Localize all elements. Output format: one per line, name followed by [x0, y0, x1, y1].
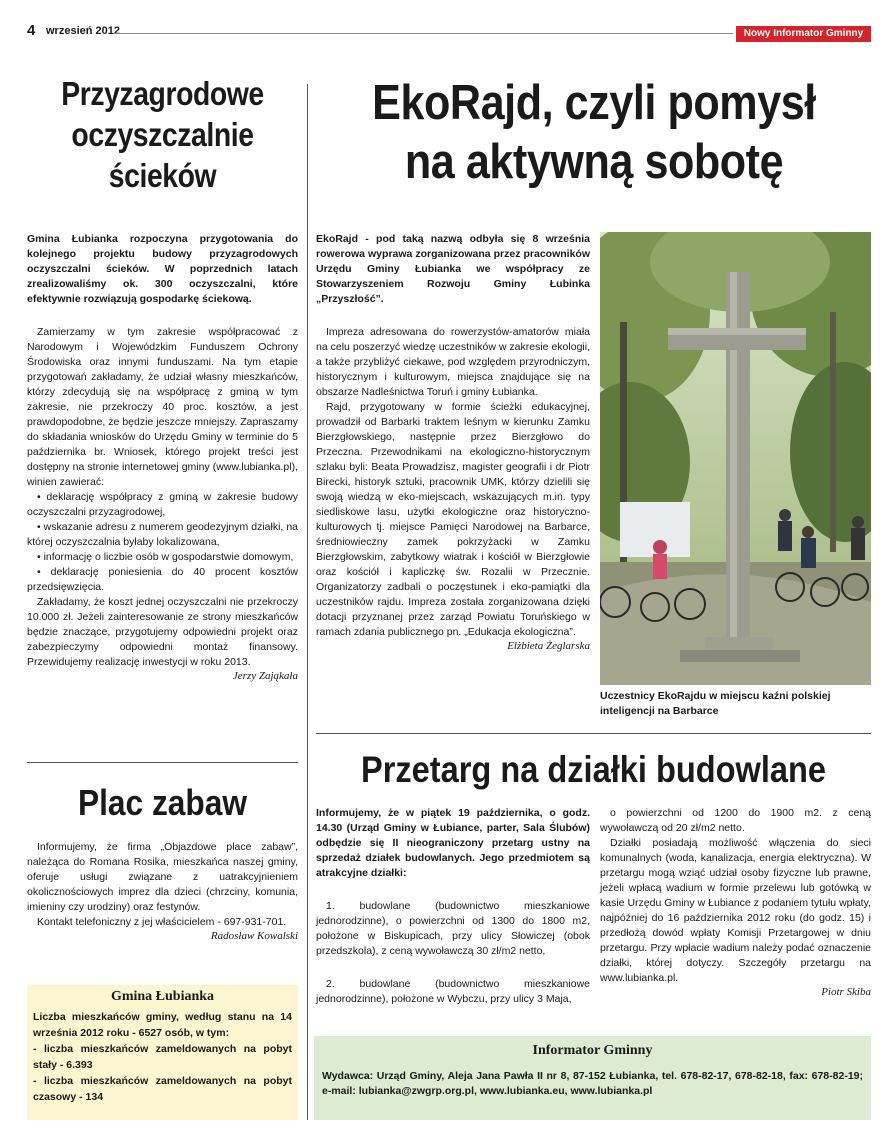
paragraph: Impreza adresowana do rowerzystów-amatorów miała na celu poszerzyć wiedzę uczestników w zakresie ekologii, a także przybliżyć ciekawe, pod względem przyrodniczym, historycznym i kulturowym, miejsca znajdujące się na obszarze Nadleśnictwa Toruń i gminy Łubianka.	[316, 326, 590, 398]
header-rule	[113, 33, 733, 34]
box-line: - liczba mieszkańców zameldowanych na pobyt czasowy - 134	[33, 1075, 292, 1103]
paragraph: Rajd, przygotowany w formie ścieżki edukacyjnej, prowadził od Barbarki traktem leśnym w kierunku Zamku Bierzgłowskiego, następnie przez Bierzgłowo do Przeczna. Przewodnikami na ekologiczno-historycznym szlaku byli: Beata Prowadzisz, magister geografii i dr Piotr Birecki, historyk sztuki, pracownik UMK, którzy dzielili się swoją wiedzą w eko-miejscach, wskazujących m.in. typy siedliskowe lasu, użytki ekologiczne oraz historyczno-kulturowych tj. miejsce Pamięci Narodowej na Barbarce, średniowieczny zamek pokrzyżacki w Zamku Bierzgłowskim, zabytkowy wiatrak i kościół w Bierzgłowie oraz kościół i kapliczkę św. Rozalii w Przecznie. Organizatorzy zadbali o poczęstunek i eko-pamiątki dla uczestników rajdu. Impreza została zorganizowana dzięki dotacji przyznanej przez zarząd Powiatu Toruńskiego w ramach zdania publicznego pn. „Edukacja ekologiczna”.	[316, 401, 590, 638]
article-oczyszczalnie	[27, 232, 298, 682]
cross-in-forest-photo	[600, 232, 871, 685]
left-section-divider	[27, 762, 298, 763]
paragraph: o powierzchni od 1200 do 1900 m2. z ceną wywoławczą od 20 zł/m2 netto.	[600, 807, 871, 834]
box-line: - liczba mieszkańców zameldowanych na pobyt stały - 6.393	[33, 1043, 292, 1071]
article-body	[27, 325, 298, 670]
article-title-plac-zabaw: Plac zabaw	[77, 782, 248, 823]
photo-illustration	[600, 232, 871, 685]
list-item: 2. budowlane (budownictwo mieszkaniowe jednorodzinne), położone w Wybczu, przy ulicy 3 Maja,	[316, 978, 590, 1005]
issue-date: wrzesień 2012	[46, 25, 120, 37]
author-signature: Piotr Skiba	[821, 986, 871, 998]
bullet-item: • informację o liczbie osób w gospodarstwie domowym,	[37, 551, 294, 563]
brand-badge: Nowy Informator Gminny	[736, 26, 871, 42]
article-body	[27, 840, 298, 930]
paragraph: Kontakt telefoniczny z jej właścicielem - 697-931-701.	[37, 916, 287, 928]
bullet-item: • deklarację poniesienia do 40 procent kosztów przedsięwzięcia.	[27, 566, 298, 593]
photo-caption: Uczestnicy EkoRajdu w miejscu kaźni polskiej inteligencji na Barbarce	[600, 690, 831, 717]
article-przetarg-col1	[316, 806, 590, 1025]
article-body	[316, 325, 590, 640]
right-section-divider	[316, 733, 871, 734]
article-lead: Informujemy, że w piątek 19 października, o godz. 14.30 (Urząd Gminy w Łubiance, parter, Sala Ślubów) odbędzie się II nieograniczony przetarg ustny na sprzedaż działek budowlanych. Jego przedmiotem są atrakcyjne działki:	[316, 807, 590, 879]
article-title-oczyszczalnie: Przyzagrodowe oczyszczalnie ścieków	[61, 75, 264, 194]
paragraph: Zakładamy, że koszt jednej oczyszczalni nie przekroczy 10.000 zł. Jeżeli zainteresowanie ze strony mieszkańców będzie znaczące, przygotujemy odpowiedni projekt oraz zabezpieczymy odpowiedni montaż finansowy. Przewidujemy realizację inwestycji w roku 2013.	[27, 596, 298, 668]
author-signature: Jerzy Zająkała	[232, 670, 298, 682]
page-header	[0, 0, 884, 44]
article-title-ekorajd: EkoRajd, czyli pomysł na aktywną sobotę	[372, 76, 816, 189]
article-lead: EkoRajd - pod taką nazwą odbyła się 8 września rowerowa wyprawa zorganizowana przez pracowników Urzędu Gminy Łubianka we współpracy ze Stowarzyszeniem Rozwoju Gminy Łubinka „Przyszłość”.	[316, 233, 590, 305]
article-body	[600, 806, 871, 986]
column-divider	[307, 84, 308, 1120]
bullet-item: • wskazanie adresu z numerem geodezyjnym działki, na której oczyszczalnia byłaby lokalizowana,	[27, 521, 298, 548]
article-ekorajd	[316, 232, 590, 652]
article-plac-zabaw	[27, 840, 298, 942]
paragraph: Informujemy, że firma „Objazdowe place zabaw”, należąca do Romana Rosika, mieszkańca naszej gminy, oferuje usługi związane z uatrakcyjnieniem okolicznościowych imprez dla dzieci (chrzciny, komunia, imieniny czy urodziny) oraz festynów.	[27, 841, 298, 913]
gmina-info-box	[27, 985, 298, 1120]
article-title-przetarg: Przetarg na działki budowlane	[361, 749, 826, 790]
article-body	[316, 899, 590, 1007]
box-title: Informator Gminny	[532, 1043, 653, 1058]
list-item: 1. budowlane (budownictwo mieszkaniowe jednorodzinne), o powierzchni od 1300 do 1800 m2, położone w Biskupicach, przy ulicy Słowiczej (obok przedszkola), z ceną wywoławczą 30 zł/m2 netto,	[316, 900, 590, 957]
paragraph: Działki posiadają możliwość włączenia do sieci komunalnych (woda, kanalizacja, energia elektryczna). W przetargu mogą wziąć udział osoby fizyczne lub prawne, jeżeli wpłacą wadium w formie przelewu lub gotówką w kasie Urzędu Gminy w Łubiance z podaniem tytułu wpłaty, najpóźniej do 16 października 2012 roku (do godz. 15) i przedłożą dowód wpłaty Komisji Przetargowej w dniu przetargu. Przy wpłacie wadium należy podać oznaczenie działki, której dotyczy. Szczegóły przetargu na www.lubianka.pl.	[600, 837, 871, 984]
bullet-item: • deklarację współpracy z gminą w zakresie budowy oczyszczalni przyzagrodowej,	[27, 491, 298, 518]
author-signature: Elżbieta Żeglarska	[507, 640, 590, 652]
box-title: Gmina Łubianka	[110, 989, 215, 1004]
box-line: Liczba mieszkańców gminy, według stanu na 14 września 2012 roku - 6527 osób, w tym:	[33, 1011, 292, 1039]
publisher-info: Wydawca: Urząd Gminy, Aleja Jana Pawła II nr 8, 87-152 Łubianka, tel. 678-82-17, 678-82-18, fax: 678-82-19; e-mail: lubianka@zwgrp.org.pl, www.lubianka.eu, www.lubianka.pl	[322, 1070, 863, 1097]
paragraph: Zamierzamy w tym zakresie współpracować z Narodowym i Wojewódzkim Funduszem Ochrony Środowiska oraz innymi funduszami. Na tym etapie przygotowań zakładamy, że udział własny mieszkańców, którzy zdecydują się na współpracę z gminą w tym zakresie, nie przekroczy 40 proc. kosztów, a jest prawdopodobne, że będzie jeszcze mniejszy. Zapraszamy do składania wniosków do Urzędu Gminy w terminie do 5 października br. Wniosek, którego projekt treści jest dostępny na stronie internetowej gminy (www.lubianka.pl), winien zawierać:	[27, 326, 298, 488]
article-przetarg-col2	[600, 806, 871, 998]
author-signature: Radosław Kowalski	[210, 930, 298, 942]
informator-box	[314, 1036, 871, 1120]
article-lead: Gmina Łubianka rozpoczyna przygotowania do kolejnego projektu budowy przyzagrodowych oczyszczalni ścieków. W poprzednich latach zrealizowaliśmy ok. 300 oczyszczalni, które efektywnie rozwiązują gospodarkę ściekową.	[27, 233, 298, 305]
page-number: 4	[27, 22, 36, 39]
